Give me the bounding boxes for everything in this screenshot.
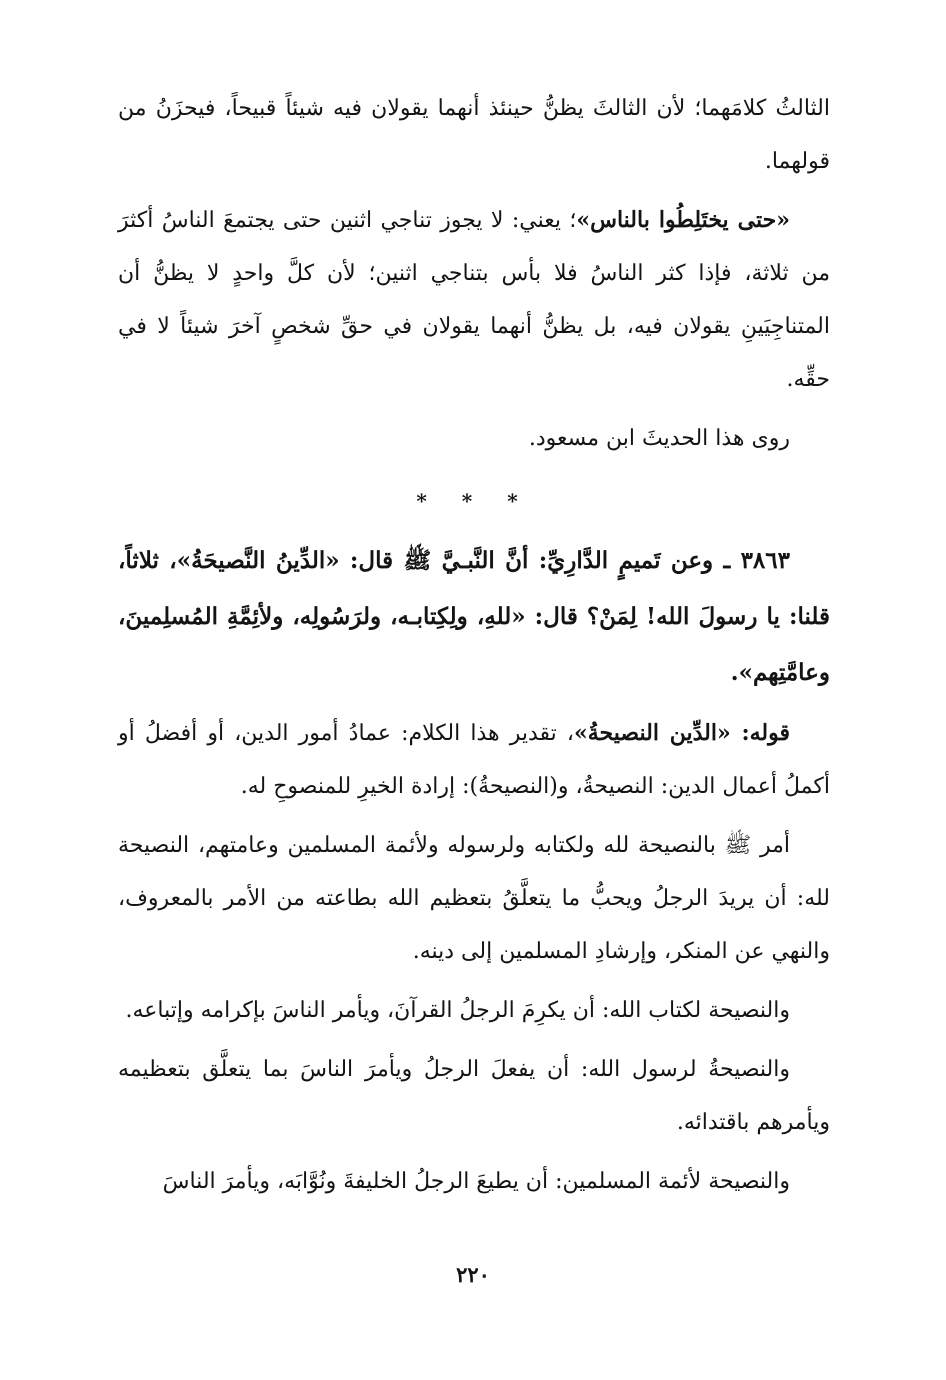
commentary-text: أمر ﷺ بالنصيحة لله ولكتابه ولرسوله ولأئمة المسلمين وعامتهم، النصيحة لله: أن يريدَ الرجلُ ويحبُّ ما يتعلَّقُ بتعظيم الله بطاعته من الأمر بالمعروف، والنهي عن المنكر، وإرشادِ المسلمين إلى دينه. (118, 833, 830, 964)
commentary-lead: قوله: «الدِّين النصيحةُ» (574, 720, 790, 746)
quoted-phrase: «حتى يختَلِطُوا بالناس» (576, 207, 791, 233)
commentary-paragraph (118, 819, 830, 978)
commentary-paragraph (118, 707, 830, 813)
page-number: ٢٢٠ (456, 1262, 490, 1287)
paragraph-narrator (118, 412, 830, 465)
commentary-text: والنصيحة لكتاب الله: أن يكرِمَ الرجلُ القرآنَ، ويأمر الناسَ بإكرامه وإتباعه. (125, 998, 790, 1023)
paragraph-text: الثالثُ كلامَهما؛ لأن الثالثَ يظنُّ حينئذ أنهما يقولان فيه شيئاً قبيحاً، فيحزَنُ من قولهما. (118, 96, 830, 174)
page-text-block (118, 82, 830, 1208)
hadith-text (118, 533, 830, 701)
commentary-paragraph (118, 984, 830, 1037)
commentary-text: والنصيحة لأئمة المسلمين: أن يطيعَ الرجلُ الخليفةَ ونُوَّابَه، ويأمرَ الناسَ (162, 1169, 790, 1194)
commentary-text: والنصيحةُ لرسول الله: أن يفعلَ الرجلُ ويأمرَ الناسَ بما يتعلَّق بتعظيمه ويأمرهم باقتدائه. (118, 1057, 830, 1135)
section-separator: * * * (416, 489, 532, 513)
commentary-paragraph (118, 1043, 830, 1149)
commentary-paragraph (118, 1155, 830, 1208)
paragraph-explanation (118, 194, 830, 406)
paragraph-text: روى هذا الحديثَ ابن مسعود. (528, 426, 790, 451)
commentary-text: ، تقدير هذا الكلام: عمادُ أمور الدين، أو أفضلُ أو أكملُ أعمال الدين: النصيحةُ، و(النصيحةُ): إرادة الخيرِ للمنصوحِ له. (118, 721, 830, 799)
paragraph-continuation (118, 82, 830, 188)
hadith-body: ٣٨٦٣ ـ وعن تَميمٍ الدَّارِيِّ: أنَّ النَّبـيَّ ﷺ قال: «الدِّينُ النَّصيحَةُ»، ثلاثاً، قلنا: يا رسولَ الله! لِمَنْ؟ قال: «للهِ، ولِكِتابـه، ولرَسُولِه، ولأئِمَّةِ المُسلِمينَ، وعامَّتِهم». (118, 547, 830, 686)
paragraph-text: ؛ يعني: لا يجوز تناجي اثنين حتى يجتمعَ الناسُ أكثرَ من ثلاثة، فإذا كثر الناسُ فلا بأس بتناجي اثنين؛ لأن كلَّ واحدٍ لا يظنُّ أن المتناجِيَينِ يقولان فيه، بل يظنُّ أنهما يقولان في حقِّ شخصٍ آخرَ شيئاً لا في حقِّه. (118, 208, 830, 392)
